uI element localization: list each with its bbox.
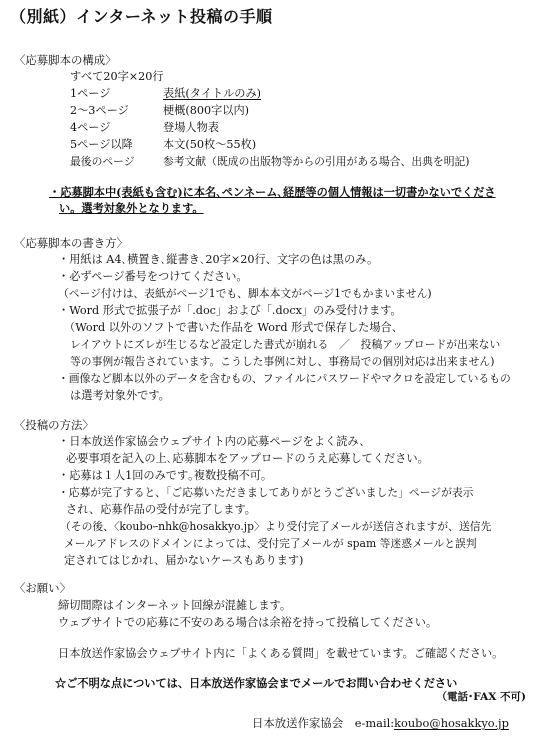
structure-row-label: 最後のページ [70, 155, 135, 168]
request-line: ウェブサイトでの応募に不安のある場合は余裕を持って投稿してください。 [58, 616, 438, 629]
inquiry-note: ☆ご不明な点については、日本放送作家協会までメールでお問い合わせください [55, 676, 458, 690]
request-line: 日本放送作家協会ウェブサイト内に「よくある質問」を載せています。ご確認ください。 [58, 647, 504, 660]
page-title: （別紙）インターネット投稿の手順 [10, 7, 273, 26]
structure-row [70, 136, 256, 153]
structure-row-label: 4ページ [70, 121, 111, 134]
structure-row [70, 119, 219, 136]
structure-lead: すべて20字×20行 [70, 70, 164, 83]
format-line: は選考対象外です。 [70, 389, 170, 402]
structure-row-value: 梗概(800字以内) [163, 104, 250, 117]
format-line: ・画像など脚本以外のデータを含むもの、ファイルにパスワードやマクロを設定しているもの [58, 372, 511, 385]
warning-line-2: い。選考対象外となります。 [59, 201, 204, 215]
personal-info-warning [49, 184, 529, 216]
section-heading-format: 〈応募脚本の書き方〉 [14, 236, 128, 250]
format-line: 等の事例が報告されています。こうした事例に対し、事務局での個別対応は出来ません) [70, 355, 495, 368]
structure-row-value: 登場人物表 [163, 121, 219, 134]
structure-row-label: 2～3ページ [70, 104, 129, 117]
submission-line: メールアドレスのドメインによっては、受付完了メールが spam 等迷惑メールと誤判 [64, 537, 477, 550]
structure-row [70, 102, 249, 119]
org-name: 日本放送作家協会 [252, 716, 344, 730]
submission-line: ・日本放送作家協会ウェブサイト内の応募ページをよく読み、 [58, 435, 371, 448]
email-link[interactable]: koubo@hosakkyo.jp [394, 716, 509, 730]
structure-row-value: 本文(50枚～55枚) [163, 138, 257, 151]
submission-line: 定されてはじかれ、届かないケースもあります) [64, 554, 304, 567]
submission-line: 必要事項を記入の上､応募脚本をアップロードのうえ応募してください。 [66, 452, 429, 465]
format-line: （Word 以外のソフトで書いた作品を Word 形式で保存した場合、 [64, 321, 403, 334]
warning-line-1: ・応募脚本中(表紙も含む)に本名､ペンネーム､経歴等の個人情報は一切書かないでくださ [49, 185, 496, 199]
format-line: ・Word 形式で拡張子が「.doc」および「.docx」のみ受付けます。 [58, 304, 402, 317]
submission-line: ・応募は１人1回のみです｡複数投稿不可。 [58, 469, 273, 482]
structure-row-value: 参考文献（既成の出版物等からの引用がある場合、出典を明記) [163, 155, 470, 168]
structure-row-label: 1ページ [70, 87, 111, 100]
structure-row-label: 5ページ以降 [70, 138, 133, 151]
format-line: レイアウトにズレが生じるなど設定した書式が崩れる ／ 投稿アップロードが出来ない [70, 338, 501, 351]
signature [252, 715, 509, 732]
structure-row [70, 153, 470, 170]
structure-row [70, 85, 261, 102]
format-line: （ページ付けは、表紙がページ1でも、脚本本文がページ1でもかまいません) [58, 287, 432, 300]
email-label: e-mail: [354, 716, 395, 730]
submission-line: （その後、〈kouboｰnhk@hosakkyo.jp〉より受付完了メールが送信されますが、送信先 [60, 520, 492, 533]
no-phone-note: （電話･FAX 不可) [436, 691, 526, 703]
section-heading-submission: 〈投稿の方法〉 [14, 418, 94, 432]
section-heading-request: 〈お願い〉 [14, 581, 71, 595]
request-line: 締切間際はインターネット回線が混雑します。 [58, 599, 292, 612]
structure-row-value: 表紙(タイトルのみ) [163, 87, 262, 100]
section-heading-structure: 〈応募脚本の構成〉 [14, 53, 117, 67]
format-line: ・用紙は A4､横置き､縦書き､20字×20行、文字の色は黒のみ。 [58, 253, 379, 266]
submission-line: され、応募作品の受付が完了します。 [66, 503, 256, 516]
format-line: ・必ずページ番号をつけてください。 [58, 270, 248, 283]
submission-line: ・応募が完了すると、「ご応募いただきましてありがとうございました」ページが表示 [58, 486, 474, 499]
